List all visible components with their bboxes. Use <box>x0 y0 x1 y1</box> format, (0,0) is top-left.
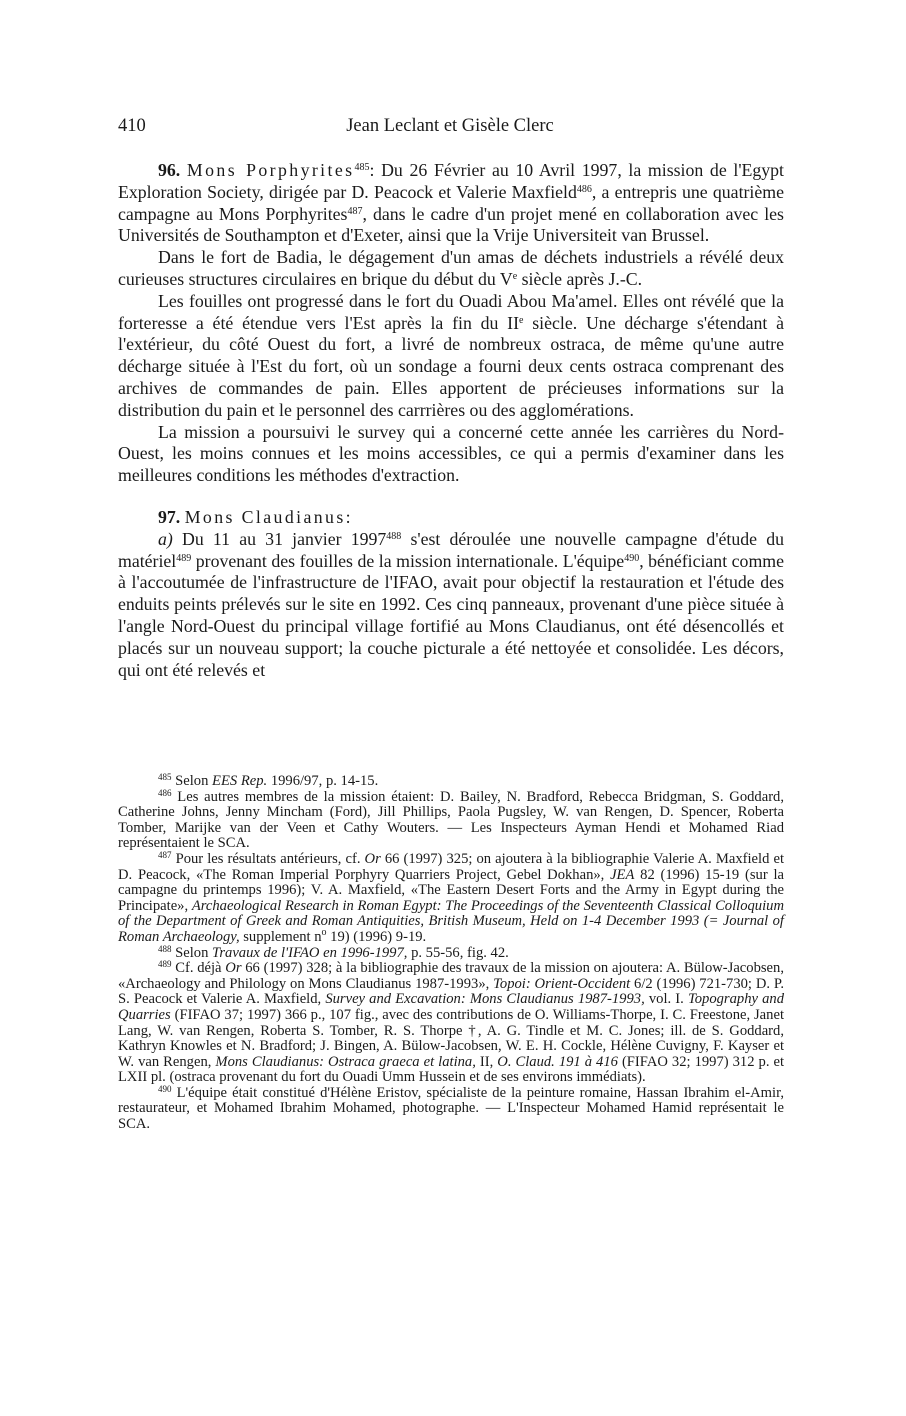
footnote-number: 485 <box>158 772 172 782</box>
footnote-italic: Topography and Quarries <box>118 991 784 1023</box>
section-96-paragraph-3 <box>118 291 784 422</box>
paragraph-text: , a entrepris une quatrième campagne au Mons Porphyrites <box>118 181 784 224</box>
paragraph-text: siècle après J.-C. <box>517 268 643 289</box>
footnote-text: 1996/97, p. 14-15. <box>267 773 379 789</box>
footnote-489 <box>118 961 784 1086</box>
footnote-487 <box>118 849 784 946</box>
footnote-italic: Travaux de l'IFAO en 1996-1997, <box>212 944 408 961</box>
footnote-text: 6/2 (1996) 721-730; D. P. S. Peacock et Valerie A. Maxfield, <box>118 975 785 1008</box>
footnote-italic: Or <box>364 850 381 867</box>
running-title: Jean Leclant et Gisèle Clerc <box>346 116 554 136</box>
footnote-ref[interactable]: 488 <box>386 530 402 542</box>
footnote-488 <box>118 943 784 962</box>
superscript: e <box>519 314 524 326</box>
main-text <box>118 160 784 681</box>
paragraph-text: s'est déroulée une nouvelle campagne d'étude du matériel <box>118 528 784 571</box>
superscript: e <box>512 270 518 282</box>
section-97-paragraph-1 <box>118 529 784 682</box>
section-96-paragraph-4: La mission a poursuivi le survey qui a concerné cette année les carrières du Nord-Ouest, les moins connues et les moins accessibles, ce qui a permis d'examiner dans les meilleures conditions les méthodes d'extraction. <box>118 421 784 486</box>
footnote-text: II, <box>475 1053 498 1070</box>
footnote-text: Les autres membres de la mission étaient: D. Bailey, N. Bradford, Rebecca Bridgman, S. Goddard, Catherine Johns, Jenny Mincham (Ford), Jill Phillips, Paola Pugsley, W. van Rengen, D. Spencer, Roberta Tomber, Marijke van der Veen et Cathy Wouters. — Les Inspecteurs Ayman Hendi et Mohamed Riad représentaient le SCA. <box>118 788 784 852</box>
footnote-490 <box>118 1083 784 1133</box>
footnote-ref[interactable]: 489 <box>176 552 192 564</box>
footnote-number: 490 <box>158 1083 172 1094</box>
footnote-ref[interactable]: 485 <box>354 162 370 173</box>
section-number: 96. <box>158 160 181 180</box>
footnote-italic: JEA <box>610 866 635 883</box>
paragraph-text: , bénéficiant comme à l'accoutumée de l'infrastructure de l'IFAO, avait pour objectif la restauration et l'étude des enduits peints prélevés sur le site en 1992. Ces cinq panneaux, provenant d'une pièce située à l'angle Nord-Ouest du principal village fortifié au Mons Claudianus, ont été désencollés et placés sur un nouveau support; la couche picturale a été nettoyée et consolidée. Les décors, qui ont été relevés et <box>118 550 784 680</box>
section-96-paragraph-1 <box>118 160 784 247</box>
footnote-text: (FIFAO 37; 1997) 366 p., 107 fig., avec des contributions de O. Williams-Thorpe, I. C. Freestone, Janet Lang, W. van Rengen, Roberta S. Tomber, R. S. Thorpe †, A. G. Tindle et M. C. Jones; ill. de S. Goddard, Kathryn Knowles et N. Bradford; J. Bingen, A. Bülow-Jacobsen, W. E. H. Cockle, Hélène Cuvigny, F. Kayser et W. van Rengen, <box>118 1006 784 1070</box>
footnote-italic: Mons Claudianus: Ostraca graeca et latina, <box>215 1053 476 1070</box>
paragraph-text: provenant des fouilles de la mission internationale. L'équipe <box>191 550 625 571</box>
footnote-italic: EES Rep. <box>212 773 268 789</box>
footnote-italic: Archaeological Research in Roman Egypt: The Proceedings of the Seventeenth Classical Colloquium of the Department of Greek and Roman Antiquities, British Museum, Held on 1-4 December 1993 (= Journal of Roman Archaeology, <box>118 897 784 945</box>
footnote-text: 82 (1996) 15-19 (sur la campagne du printemps 1996); V. A. Maxfield, «The Eastern Desert Forts and the Army in Egypt during the Principate», <box>118 866 784 914</box>
page-header <box>116 112 784 140</box>
footnote-text: (FIFAO 32; 1997) 312 p. et LXII pl. (ostraca provenant du fort du Ouadi Umm Hussein et de ses environs immédiats). <box>118 1053 785 1086</box>
footnote-text: Cf. déjà <box>171 960 226 977</box>
section-97-heading <box>118 507 784 529</box>
footnote-485 <box>118 774 784 790</box>
page-number: 410 <box>118 116 146 136</box>
footnote-ref[interactable]: 486 <box>576 183 592 195</box>
section-title: Mons Porphyrites <box>186 160 355 180</box>
footnotes <box>118 774 784 1133</box>
footnote-text: supplement n <box>239 928 322 945</box>
paragraph-text: : Du 26 Février au 10 Avril 1997, la mission de l'Egypt Exploration Society, dirigée par D. Peacock et Valerie Maxfield <box>118 160 784 202</box>
paragraph-text: Du 11 au 31 janvier 1997 <box>172 528 387 549</box>
section-number: 97. <box>158 506 181 527</box>
list-label: a) <box>158 528 173 549</box>
footnote-italic: Topoi: Orient-Occident <box>493 975 631 992</box>
footnote-text: Selon <box>171 944 213 961</box>
superscript: o <box>321 926 327 938</box>
footnote-486 <box>118 787 784 852</box>
footnote-number: 489 <box>158 959 172 970</box>
heading-colon: : <box>345 506 351 527</box>
section-title: Mons Claudianus <box>184 506 346 527</box>
paragraph-text: Dans le fort de Badia, le dégagement d'un amas de déchets industriels a révélé deux curieuses structures circulaires en brique du début du V <box>118 247 784 289</box>
footnote-text: Selon <box>171 773 213 789</box>
section-96-paragraph-2 <box>118 247 784 291</box>
footnote-number: 486 <box>158 787 172 798</box>
footnote-text: L'équipe était constitué d'Hélène Eristov, spécialiste de la peinture romaine, Hassan Ibrahim el-Amir, restaurateur, et Mohamed Ibrahim Mohamed, photographe. — L'Inspecteur Mohamed Hamid représentait le SCA. <box>118 1084 784 1133</box>
footnote-text: 66 (1997) 328; à la bibliographie des travaux de la mission on ajoutera: A. Bülow-Jacobsen, «Archaeology and Philology on Mons Claudianus 1987-1993», <box>118 960 784 992</box>
footnote-number: 487 <box>158 849 172 860</box>
footnote-text: 19) (1996) 9-19. <box>326 928 427 945</box>
footnote-text: p. 55-56, fig. 42. <box>407 944 509 961</box>
footnote-text: vol. I. <box>644 991 688 1008</box>
paragraph-text: , dans le cadre d'un projet mené en collaboration avec les Universités de Southampton et d'Exeter, ainsi que la Vrije Universiteit van Brussel. <box>118 203 784 246</box>
footnote-ref[interactable]: 490 <box>624 552 640 564</box>
footnote-italic: Or <box>225 960 242 977</box>
footnote-text: 66 (1997) 325; on ajoutera à la bibliographie Valerie A. Maxfield et D. Peacock, «The Roman Imperial Porphyry Quarriers Project, Gebel Dokhan», <box>118 850 784 883</box>
paragraph-text: Les fouilles ont progressé dans le fort du Ouadi Abou Ma'amel. Elles ont révélé que la forteresse a été étendue vers l'Est après la fin du II <box>118 290 784 333</box>
footnote-text: Pour les résultats antérieurs, cf. <box>171 850 365 867</box>
section-gap <box>118 487 784 507</box>
footnote-number: 488 <box>158 943 172 954</box>
footnote-italic: Survey and Excavation: Mons Claudianus 1987-1993, <box>325 991 645 1008</box>
footnote-italic: O. Claud. 191 à 416 <box>497 1053 618 1070</box>
footnote-ref[interactable]: 487 <box>347 205 363 217</box>
paragraph-text: siècle. Une décharge s'étendant à l'extérieur, du côté Ouest du fort, a livré de nombreux ostraca, de même qu'une autre décharge située à l'Est du fort, où un sondage a fourni deux cents ostraca comprenant des archives de commandes de pain. Elles apportent de précieuses informations sur la distribution du pain et le personnel des carrrières ou des agglomérations. <box>118 312 785 420</box>
